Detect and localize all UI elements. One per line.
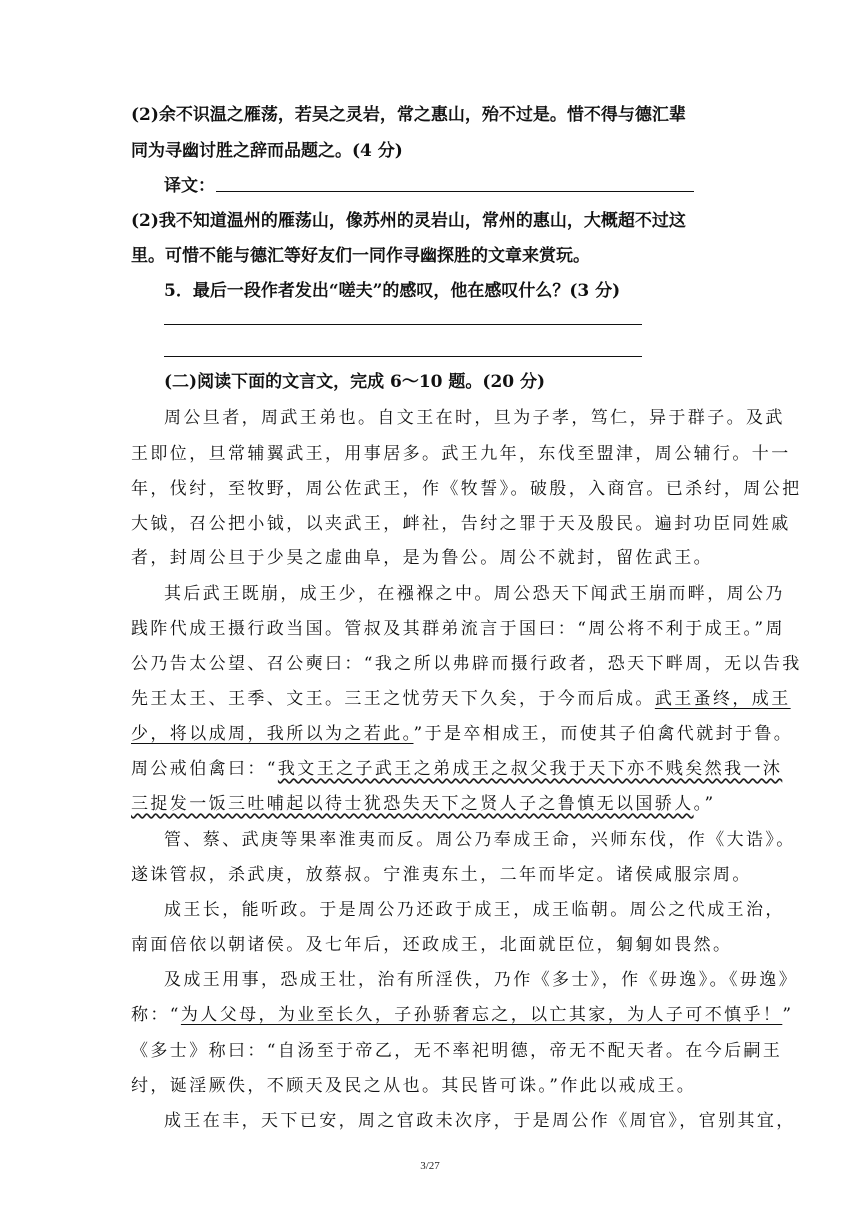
passage-text: ”: [782, 1005, 794, 1025]
passage-line: 其后武王既崩，成王少，在襁褓之中。周公恐天下闻武王崩而畔，周公乃: [164, 584, 785, 604]
passage-line: 南面倍依以朝诸侯。及七年后，还政成王，北面就臣位，匔匔如畏然。: [131, 935, 733, 955]
section-2-heading: (二)阅读下面的文言文，完成 6～10 题。(20 分): [164, 372, 546, 392]
answer-4-2-line-1: (2)我不知道温州的雁荡山，像苏州的灵岩山，常州的惠山，大概超不过这: [131, 211, 686, 231]
passage-line: 践阼代成王摄行政当国。管叔及其群弟流言于国曰：“周公将不利于成王。”周: [131, 619, 785, 639]
passage-line: 公乃告太公望、召公奭曰：“我之所以弗辟而摄行政者，恐天下畔周，无以告我: [131, 654, 802, 674]
translation-label: 译文：: [164, 176, 215, 196]
answer-line-2: [164, 356, 642, 357]
passage-text: 先王太王、王季、文王。三王之忧劳天下久矣，于今而后成。: [131, 689, 655, 709]
passage-line: [131, 757, 783, 781]
passage-line: 《多士》称曰：“自汤至于帝乙，无不率祀明德，帝无不配天者。在今后嗣王: [131, 1041, 783, 1061]
wavy-underlined-sentence: 三捉发一饭三吐哺起以待士犹恐失天下之贤人子之鲁慎无以国骄人: [131, 794, 694, 814]
passage-text: 。”: [693, 794, 716, 814]
underlined-sentence: 为人父母，为业至长久，子孙骄奢忘之，以亡其家，为人子可不慎乎！: [180, 1005, 783, 1025]
question-4-2-line-1: (2)余不识温之雁荡，若吴之灵岩，常之惠山，殆不过是。惜不得与德汇辈: [131, 105, 686, 125]
underlined-sentence: 武王蚤终，成王: [654, 689, 791, 709]
underlined-sentence: 少，将以成周，我所以为之若此。: [131, 724, 414, 744]
passage-line: 及成王用事，恐成王壮，治有所淫佚，乃作《多士》，作《毋逸》。《毋逸》: [164, 970, 799, 990]
passage-line: [131, 792, 731, 816]
question-4-2-line-2: 同为寻幽讨胜之辞而品题之。(4 分): [131, 141, 403, 161]
passage-line: [131, 687, 791, 711]
passage-text: 周公戒伯禽曰：“: [131, 759, 278, 779]
passage-line: 遂诛管叔，杀武庚，放蔡叔。宁淮夷东土，二年而毕定。诸侯咸服宗周。: [131, 865, 752, 885]
question-5: 5．最后一段作者发出“嗟夫”的感叹，他在感叹什么？(3 分): [164, 281, 621, 301]
wavy-underlined-sentence: 我文王之子武王之弟成王之叔父我于天下亦不贱矣然我一沐: [277, 759, 783, 779]
answer-4-2-line-2: 里。可惜不能与德汇等好友们一同作寻幽探胜的文章来赏玩。: [131, 246, 590, 266]
translation-answer-line: [216, 191, 694, 192]
passage-line: 成王在丰，天下已安，周之官政未次序，于是周公作《周官》，官别其宜，: [164, 1111, 796, 1131]
passage-line: 纣，诞淫厥佚，不顾天及民之从也。其民皆可诛。”作此以戒成王。: [131, 1076, 697, 1096]
passage-line: 年，伐纣，至牧野，周公佐武王，作《牧誓》。破殷，入商宫。已杀纣，周公把: [131, 479, 802, 499]
passage-text: ”于是卒相成王，而使其子伯禽代就封于鲁。: [413, 724, 794, 744]
passage-line: 大钺，召公把小钺，以夹武王，衅社，告纣之罪于天及殷民。遍封功臣同姓戚: [131, 514, 791, 534]
passage-line: [131, 1003, 794, 1027]
answer-line-1: [164, 324, 642, 325]
passage-line: 管、蔡、武庚等果率淮夷而反。周公乃奉成王命，兴师东伐，作《大诰》。: [164, 830, 796, 850]
passage-line: 成王长，能听政。于是周公乃还政于成王，成王临朝。周公之代成王治，: [164, 900, 785, 920]
passage-line: 周公旦者，周武王弟也。自文王在时，旦为子孝，笃仁，异于群子。及武: [164, 408, 785, 428]
passage-line: [131, 722, 794, 746]
page-number: 3/27: [420, 1160, 440, 1172]
passage-text: 称：“: [131, 1005, 181, 1025]
passage-line: 王即位，旦常辅翼武王，用事居多。武王九年，东伐至盟津，周公辅行。十一: [131, 444, 791, 464]
passage-line: 者，封周公旦于少昊之虚曲阜，是为鲁公。周公不就封，留佐武王。: [131, 548, 713, 568]
